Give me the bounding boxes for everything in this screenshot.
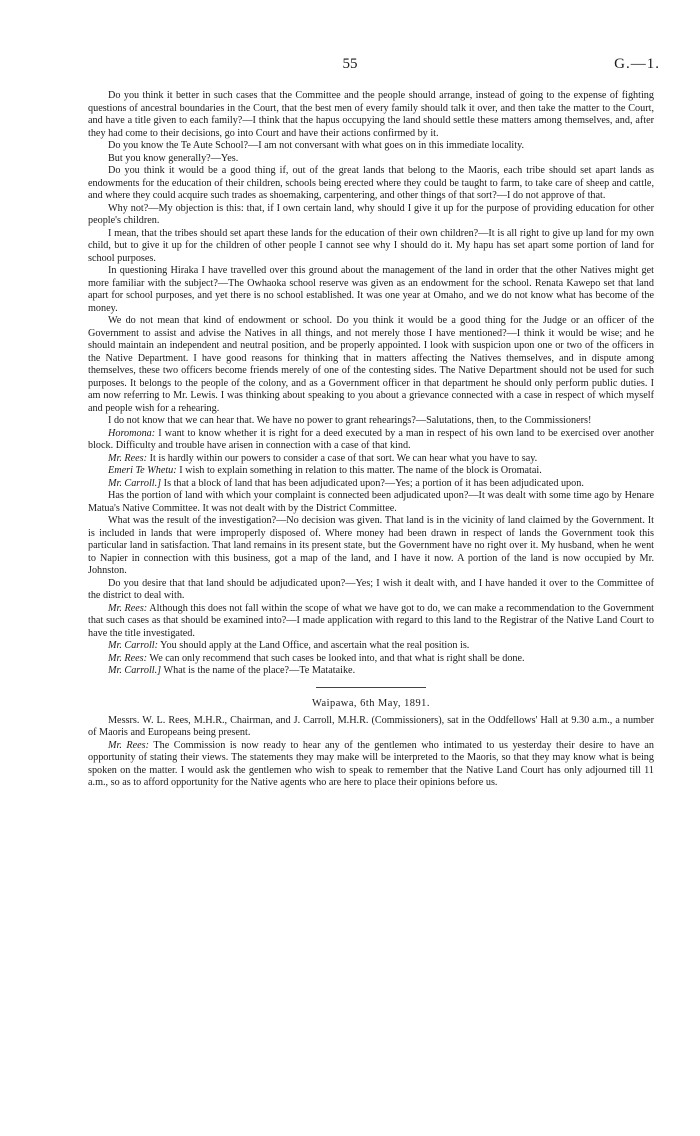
- speaker-name: Mr. Carroll:: [108, 640, 159, 651]
- speaker-name: Mr. Rees:: [108, 652, 148, 664]
- speaker-name: Horomona:: [108, 427, 156, 439]
- speaker-name: Mr. Carroll.]: [108, 665, 162, 676]
- paragraph-text: Messrs. W. L. Rees, M.H.R., Chairman, and J. Carroll, M.H.R. (Commissioners), sat in the Oddfellows' Hall at 9.30 a.m., a number of Maoris and Europeans being present.: [88, 714, 654, 738]
- paragraph-text: In questioning Hiraka I have travelled over this ground about the management of the land in order that the other Natives might get more familiar with the subject?—The Owhaoka school reserve was given as an endowment for the school. Renata Kawepo set that land apart for school purposes, and yet there is no school established. It was one year at Omaho, and we do not know what has become of the money.: [88, 265, 654, 314]
- paragraph-text: We do not mean that kind of endowment or school. Do you think it would be a good thing for the Judge or an officer of the Government to assist and advise the Natives in all things, and not merely those I have mentioned?—I think it would be wise; and he should maintain an independent and neutral position, and be properly appointed. I look with suspicion upon one or two of the officers in the Native Department. I have good reasons for thinking that in matters affecting the Natives themselves, and in dispute among themselves, these two officers become friends merely of one of the contesting sides. The Native Department should not be used for such purposes. It belongs to the people of the colony, and as a Government officer in that department he should only perform public duties. I am now referring to Mr. Lewis. I was thinking about speaking to you about a grievance connected with a case in respect of which myself and people wish for a rehearing.: [88, 315, 654, 414]
- paragraph-text: What was the result of the investigation?—No decision was given. That land is in the vicinity of land claimed by the Government. It is included in lands that were improperly disposed of. Where money had been drawn in respect of lands the Government took this particular land in satisfaction. That land remains in its present state, but the Government have no right over it. My husband, when he went to Napier in connection with this business, got a map of the land, and I have it now. A portion of the land is now occupied by Mr. Johnston.: [88, 515, 654, 576]
- paragraph-text: I do not know that we can hear that. We have no power to grant rehearings?—Salutations, then, to the Commissioners!: [108, 415, 592, 426]
- paragraph-text: Is that a block of land that has been adjudicated upon?—Yes; a portion of it has been adjudicated upon.: [161, 477, 584, 489]
- paragraph: [88, 653, 654, 666]
- paragraph: [88, 603, 654, 641]
- page-number: 55: [342, 56, 358, 72]
- sitting-section: [88, 715, 654, 790]
- paragraph: [88, 228, 654, 266]
- paragraph-text: Has the portion of land with which your complaint is connected been adjudicated upon?—It was dealt with some time ago by Henare Matua's Native Committee. It was not dealt with by the District Committee.: [88, 490, 654, 514]
- paragraph: [88, 478, 654, 491]
- paragraph: [88, 415, 654, 428]
- paragraph: [88, 578, 654, 603]
- paragraph: [88, 153, 654, 166]
- paragraph-text: What is the name of the place?—Te Matataike.: [161, 665, 356, 676]
- paragraph-text: It is hardly within our powers to consider a case of that sort. We can hear what you have to say.: [147, 452, 538, 464]
- paragraph-text: Do you know the Te Aute School?—I am not conversant with what goes on in this immediate locality.: [108, 140, 525, 151]
- speaker-name: Mr. Rees:: [108, 602, 148, 614]
- paragraph: [88, 265, 654, 315]
- paragraph-text: Although this does not fall within the scope of what we have got to do, we can make a recommendation to the Government that such cases as that should be examined into?—I made application with regard to this land to the Registrar of the Native Land Court to have the title investigated.: [88, 602, 654, 639]
- speaker-name: Mr. Rees:: [108, 739, 150, 751]
- dateline: Waipawa, 6th May, 1891.: [312, 697, 430, 709]
- paragraph: [88, 715, 654, 740]
- paragraph: [88, 665, 654, 678]
- paragraph-text: I want to know whether it is right for a deed executed by a man in respect of his own land to be exercised over another block. Difficulty and trouble have arisen in connection with a case of that kind.: [88, 427, 654, 451]
- body-text: [88, 90, 654, 790]
- paragraph: [88, 640, 654, 653]
- paragraph: [88, 165, 654, 203]
- speaker-name: Mr. Carroll.]: [108, 477, 162, 489]
- paragraph-text: Do you desire that that land should be adjudicated upon?—Yes; I wish it dealt with, and I have handed it over to the Committee of the district to deal with.: [88, 577, 654, 601]
- paragraph: [88, 490, 654, 515]
- section-code: G.—1.: [614, 56, 660, 72]
- paragraph-text: Why not?—My objection is this: that, if I own certain land, why should I give it up for the purpose of providing education for other people's children.: [88, 202, 654, 226]
- paragraph: [88, 465, 654, 478]
- testimony-section: [88, 90, 654, 678]
- paragraph-text: The Commission is now ready to hear any of the gentlemen who intimated to us yesterday their desire to have an opportunity of stating their views. The statements they may make will be interpreted to the Maoris, so that they may know what is being spoken on the matter. I would ask the gentlemen who wish to speak to remember that the Native Land Court has only adjourned till 11 a.m., so as to afford opportunity for the Native agents who are here to place their opinions before us.: [88, 739, 654, 788]
- paragraph-text: I mean, that the tribes should set apart these lands for the education of their own children?—It is all right to give up land for my own child, but to give it up for the children of other people I cannot see why I should do it. My hapu has set apart some portion of land for school purposes.: [88, 227, 654, 264]
- paragraph-text: We can only recommend that such cases be looked into, and that what is right shall be done.: [147, 652, 525, 664]
- paragraph: [88, 203, 654, 228]
- paragraph: [88, 90, 654, 140]
- paragraph-text: You should apply at the Land Office, and ascertain what the real position is.: [158, 640, 470, 651]
- paragraph: [88, 453, 654, 466]
- paragraph-text: I wish to explain something in relation to this matter. The name of the block is Oromatai.: [176, 465, 542, 476]
- speaker-name: Emeri Te Whetu:: [108, 465, 177, 476]
- paragraph-text: Do you think it would be a good thing if, out of the great lands that belong to the Maoris, each tribe should set apart lands as endowments for the education of their children, schools being erected where they could be taught to farm, to take care of sheep and cattle, and where they could acquire such trades as shoemaking, carpentering, and other things of that sort?—I do not approve of that.: [88, 165, 654, 201]
- paragraph: [88, 515, 654, 578]
- paragraph: [88, 740, 654, 790]
- speaker-name: Mr. Rees:: [108, 452, 148, 464]
- section-divider: [316, 687, 426, 688]
- paragraph: [88, 315, 654, 415]
- paragraph-text: But you know generally?—Yes.: [108, 152, 239, 164]
- paragraph: [88, 140, 654, 153]
- paragraph-text: Do you think it better in such cases that the Committee and the people should arrange, instead of going to the expense of fighting questions of ancestral boundaries in the Court, that the best men of every family should talk it over, and then take the matter to the Court, and have a title given to each family?—I think that the hapus occupying the land should settle these matters among themselves, and, after they had come to their decisions, go into Court and have their actions confirmed by it.: [88, 90, 654, 139]
- paragraph: [88, 428, 654, 453]
